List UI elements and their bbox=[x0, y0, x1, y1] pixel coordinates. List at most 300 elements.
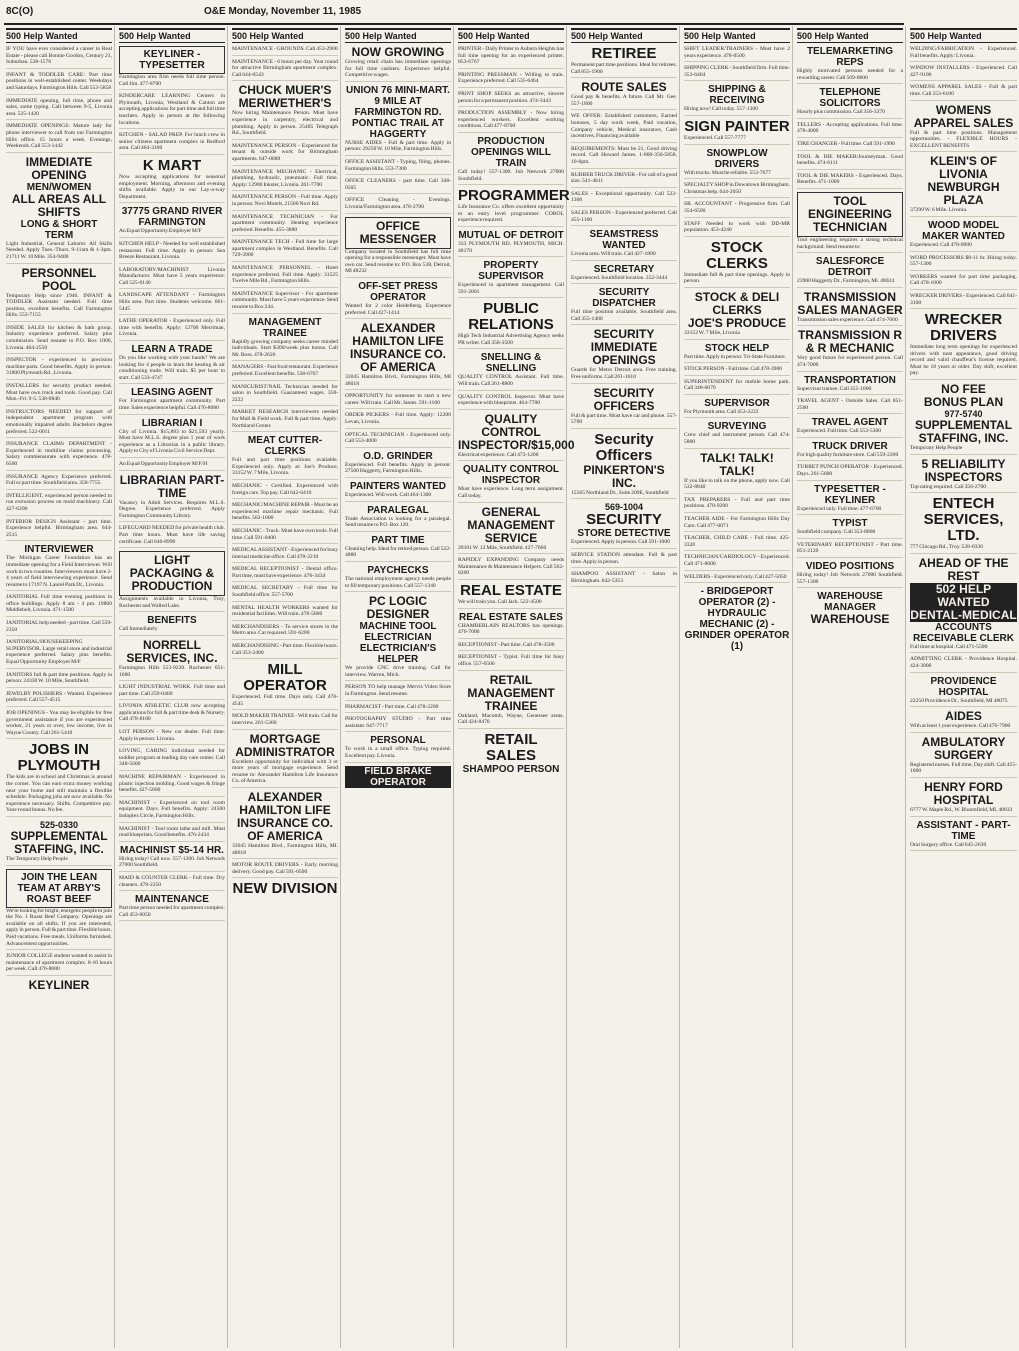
ad-headline: STORE DETECTIVE bbox=[577, 528, 671, 540]
ad-headline: HENRY FORD HOSPITAL bbox=[924, 780, 1003, 807]
ad-body-text: Oral Surgery office. Call 645-2630 bbox=[910, 842, 1017, 852]
ad-body-text: Now hiring Maintenance Person. Must have experience in carpentry, electrical and plumbing. Apply in person. 25485 Telegraph Rd., Southfield. bbox=[232, 110, 338, 139]
ad-headline: LIBRARIAN I bbox=[141, 417, 203, 429]
ad-body-text: Guards for Metro Detroit area. Free training. Free uniforms. Call 261-1610 bbox=[571, 367, 677, 383]
ad-body-text: MANICURIST/NAIL Technician needed for salon in Southfield. Guaranteed wages. 358-2222 bbox=[232, 384, 338, 407]
ad-body-text: Light Industrial, General Laborer. All Skills Needed. Apply Tues.-Thurs. 9-11am & 1-3pm. 21711 W. 10 Mile. 354-9400 bbox=[6, 241, 112, 264]
section-heading: 500 Help Wanted bbox=[458, 28, 564, 43]
ad-body-text: 23900 Haggerty Dr., Farmington, Mi. 48024 bbox=[797, 278, 903, 288]
ad-headline: WAREHOUSE MANAGER bbox=[817, 591, 883, 614]
ad-body-text: For high quality furniture store. Call 559-2200 bbox=[797, 452, 903, 462]
ad-body-text: MERCHANDISING - Part time. Flexible hours. Call 353-2400 bbox=[232, 643, 338, 659]
ad-headline: SUPPLEMENTAL STAFFING, INC. bbox=[10, 828, 108, 856]
ad-headline: PROVIDENCE HOSPITAL bbox=[930, 675, 997, 698]
ad-headline: OFFICE MESSENGER bbox=[345, 217, 451, 249]
ad-body-text: Full time at hospital. Call 471-5500 bbox=[910, 644, 1017, 654]
ad-headline: ALEXANDER HAMILTON LIFE INSURANCE CO. OF AMERICA bbox=[349, 321, 446, 375]
ad-body-text: 33152 W. 7 Mile, Livonia bbox=[684, 330, 790, 340]
ad-headline: SECURITY IMMEDIATE OPENINGS bbox=[590, 327, 658, 368]
ad-headline: REAL ESTATE bbox=[460, 582, 562, 599]
ad-headline: KEYLINER bbox=[28, 977, 90, 992]
ad-headline: PART TIME bbox=[371, 534, 425, 546]
ad-headline: MANAGEMENT TRAINEE bbox=[248, 316, 322, 339]
ad-headline: 569-1004 bbox=[604, 502, 644, 513]
ad-body-text: MEDICAL RECEPTIONIST - Dental office. Part time, must have experience. 476-3434 bbox=[232, 566, 338, 582]
ad-headline: STOCK & DELI CLERKS bbox=[694, 289, 780, 317]
ad-headline: LONG & SHORT TERM bbox=[20, 218, 98, 241]
ad-body-text: RECEPTIONIST - Typist. Full time for busy office. 557-6500 bbox=[458, 654, 564, 670]
ad-body-text: MAINTENANCE PERSON - Full time. Apply in person: Novi Motels, 21500 Novi Rd. bbox=[232, 194, 338, 210]
ad-body-text: To work in a small office. Typing required. Excellent pay. Livonia. bbox=[345, 746, 451, 762]
ad-headline: PINKERTON'S INC. bbox=[583, 462, 665, 490]
ad-body-text: Now accepting applications for seasonal employment. Morning, afternoon and evening shifts available. Apply in our Lay-a-way Department. bbox=[119, 174, 225, 203]
ad-headline: Security Officers bbox=[594, 430, 654, 464]
ad-headline: 5 RELIABILITY INSPECTORS bbox=[921, 456, 1006, 484]
ad-body-text: KITCHEN - SALAD PREP. For lunch crew in senior citizens apartment complex in Redford area. Call 464-3100 bbox=[119, 132, 225, 155]
ad-body-text: IMMEDIATE OPENINGS: Mature lady for phone interviewer to call from our Farmington Hills office. 15 hours a week. Evenings, Weekends. Call 553-1442 bbox=[6, 123, 112, 152]
ad-body-text: Part time. Apply in person: Tri-State Furniture. bbox=[684, 354, 790, 364]
ad-body-text: Assignments available in Livonia, Troy, Rochester and Walled Lake. bbox=[119, 596, 225, 612]
ad-headline: LIBRARIAN PART-TIME bbox=[119, 472, 225, 500]
ad-body-text: STAFF Needed to work with DD-MR population. 453-4240 bbox=[684, 221, 790, 237]
ad-body-text: RAPIDLY EXPANDING Company needs Maintenance & Maintenance Helpers. Call 562-8200 bbox=[458, 557, 564, 580]
ad-body-text: An Equal Opportunity Employer M/F bbox=[119, 228, 225, 238]
ad-body-text: With trucks. Must be reliable. 553-7677 bbox=[684, 170, 790, 180]
ad-headline: WRECKER DRIVERS bbox=[924, 311, 1003, 345]
ad-body-text: MAINTENANCE TECHNICIAN - For apartment community. Heating experience preferred. Benefits. 455-3880 bbox=[232, 214, 338, 237]
ad-headline: ALEXANDER HAMILTON LIFE INSURANCE CO. OF AMERICA bbox=[236, 789, 333, 843]
ad-body-text: Electrical experience. Call 473-1200 bbox=[458, 452, 564, 462]
ad-body-text: An Equal Opportunity Employer M/F/H bbox=[119, 461, 225, 471]
ad-body-text: MAID & COUNTER CLERK - Full time. Dry cleaners. 478-2350 bbox=[119, 875, 225, 891]
ad-body-text: JANITORS full & part time positions. Apply in person: 24330 W. 10 Mile, Southfield. bbox=[6, 672, 112, 688]
ad-body-text: Oakland, Macomb, Wayne, Genessee areas. Call 424-8470 bbox=[458, 713, 564, 729]
ad-headline: MORTGAGE ADMINISTRATOR bbox=[235, 731, 335, 759]
ad-headline: PUBLIC RELATIONS bbox=[468, 300, 554, 334]
ad-body-text: Experienced. Full time. Days only. Call 476-4545 bbox=[232, 694, 338, 710]
ad-body-text: SERVICE STATION attendant. Full & part time. Apply in person. bbox=[571, 552, 677, 568]
ad-body-text: TOOL & DIE MAKER/Journeyman. Good benefits. 474-6111 bbox=[797, 154, 903, 170]
ad-headline: SEAMSTRESS WANTED bbox=[589, 229, 659, 252]
ad-headline: 977-5740 bbox=[944, 409, 983, 420]
ad-headline: VIDEO POSITIONS bbox=[805, 561, 895, 573]
ad-headline: TELEMARKETING REPS bbox=[806, 46, 894, 68]
ad-body-text: Experienced. Will work. Call 464-1300 bbox=[345, 492, 451, 502]
ad-headline: STOCK CLERKS bbox=[706, 238, 768, 272]
ad-body-text: JOB OPENINGS - You may be eligible for free government assistance if you are experienced worker, 21 years or over, low income, live in Wayne County. Call 261-5410 bbox=[6, 710, 112, 739]
ad-body-text: Life Insurance Co. offers excellent opportunity to an entry level programmer. COBOL experience required. bbox=[458, 204, 564, 227]
ad-headline: QUALITY CONTROL INSPECTOR/$15,000 bbox=[458, 411, 575, 452]
ad-headline: PERSONNEL POOL bbox=[21, 265, 97, 293]
ad-headline: KEYLINER - TYPESETTER bbox=[119, 46, 225, 74]
ad-body-text: RECEPTIONIST - Part time. Call 478-3500 bbox=[458, 642, 564, 652]
ad-body-text: Permanent part time positions. Ideal for retirees. Call 855-1900 bbox=[571, 62, 677, 78]
ad-headline: RETAIL SALES bbox=[484, 730, 538, 764]
ad-body-text: SHIPPING CLERK - Southfield firm. Full time. 353-6464 bbox=[684, 65, 790, 81]
section-heading: 500 Help Wanted bbox=[797, 28, 903, 43]
ad-body-text: 33045 Hamilton Blvd., Farmington Hills, MI. 48018 bbox=[232, 843, 338, 859]
ad-body-text: LIFEGUARD NEEDED for private health club. Part time hours. Must have life saving certificate. Call 646-8990 bbox=[119, 525, 225, 548]
ad-body-text: Call today! 557-1300. Job Network 27000 Southfield. bbox=[458, 169, 564, 185]
ad-body-text: Part time person needed for apartment complex. Call 453-6050 bbox=[119, 905, 225, 921]
ad-body-text: For Plymouth area. Call 453-2222 bbox=[684, 409, 790, 419]
ad-body-text: Highly motivated persons needed for a rewarding career. Call 569-0600 bbox=[797, 68, 903, 84]
ad-body-text: If you like to talk on the phone, apply now. Call 532-8840 bbox=[684, 478, 790, 494]
ad-body-text: For Farmington apartment community. Part time. Sales experience helpful. Call 476-8080 bbox=[119, 398, 225, 414]
ad-headline: UNION 76 MINI-MART. 9 MILE AT FARMINGTON RD. bbox=[346, 84, 450, 118]
ad-body-text: LIVONIA ATHLETIC CLUB now accepting applications for full & part time desk & Nursery. Call 478-8100 bbox=[119, 703, 225, 726]
ad-body-text: LABORATORY/MACHINIST Livonia Manufacturer. Must have 5 years experience. Call 525-0140 bbox=[119, 267, 225, 290]
ad-headline: AIDES bbox=[945, 709, 982, 724]
ad-body-text: LANDSCAPE ATTENDANT - Farmington Hills area. Part time. Students welcome. 661-5445 bbox=[119, 292, 225, 315]
classified-column-8 bbox=[795, 26, 906, 1348]
ad-body-text: KITCHEN HELP - Needed for well established restaurant. Full time. Apply in person: Sea Breeze Restaurant, Livonia. bbox=[119, 241, 225, 264]
ad-headline: IMMEDIATE OPENING bbox=[25, 154, 93, 182]
classified-column-9 bbox=[908, 26, 1019, 1348]
ad-body-text: WELDERS - Experienced only. Call 427-5050 bbox=[684, 574, 790, 584]
ad-body-text: MENTAL HEALTH WORKERS wanted for residential facilities. Will train. 478-5600 bbox=[232, 605, 338, 621]
ad-headline: TOOL ENGINEERING TECHNICIAN bbox=[797, 192, 903, 237]
ad-headline: WOMENS APPAREL SALES bbox=[913, 102, 1014, 130]
ad-body-text: VETERINARY RECEPTIONIST - Part time. 851-2120 bbox=[797, 542, 903, 558]
ad-body-text: QUALITY CONTROL Inspector. Must have experience with blueprints. 464-7700 bbox=[458, 394, 564, 410]
ad-body-text: With at least 1 year experience. Call 476-7900 bbox=[910, 723, 1017, 733]
ad-headline: NORRELL SERVICES, INC. bbox=[126, 637, 218, 665]
ad-body-text: JANITORIAL help needed - part time. Call 559-2350 bbox=[6, 620, 112, 636]
classified-columns bbox=[4, 26, 1017, 1348]
ad-headline: RETAIL MANAGEMENT TRAINEE bbox=[467, 672, 555, 713]
classified-column-6 bbox=[569, 26, 680, 1348]
ad-body-text: MECHANIC - Truck. Must have own tools. Full time. Call 591-0400 bbox=[232, 528, 338, 544]
ad-headline: TELEPHONE SOLICITORS bbox=[819, 87, 881, 110]
ad-body-text: Southfield company. Call 353-8800 bbox=[797, 529, 903, 539]
ad-headline: SUPPLEMENTAL STAFFING, INC. bbox=[914, 418, 1013, 446]
ad-body-text: TEACHER, CHILD CARE - Full time. 425-3320 bbox=[684, 535, 790, 551]
classified-column-5 bbox=[456, 26, 575, 1348]
ad-body-text: Excellent opportunity for individual with 3 or more years of mortgage experience. Send resume to: Alexander Hamilton Life Insurance Co. of America. bbox=[232, 759, 338, 788]
ad-body-text: TECHNICIAN/CARDIOLOGY - Experienced. Call 471-8000 bbox=[684, 554, 790, 570]
ad-body-text: WORD PROCESSORS $8-11 hr. Hiring today. 557-1300 bbox=[910, 255, 1017, 271]
ad-body-text: Temporary Help People bbox=[910, 445, 1017, 455]
ad-body-text: Vacancy in Adult Services. Requires M.L.S. Degree. Experience preferred. Apply Farmington Community Library. bbox=[119, 500, 225, 523]
ad-headline: PC LOGIC DESIGNER bbox=[366, 594, 430, 622]
ad-body-text: Registered nurses. Full time, Day shift. Call 455-1000 bbox=[910, 762, 1017, 778]
ad-headline: BONUS PLAN bbox=[923, 395, 1004, 410]
classified-column-1 bbox=[4, 26, 115, 1348]
ad-body-text: Hiring now! Call today. 557-1300 bbox=[684, 106, 790, 116]
ad-headline: SNOWPLOW DRIVERS bbox=[706, 147, 768, 170]
ad-body-text: Rapidly growing company seeks career minded individuals. Start $300/week plus bonus. Call Mr. Ross. 478-2626 bbox=[232, 339, 338, 362]
ad-headline: PRODUCTION OPENINGS WILL TRAIN bbox=[471, 135, 551, 169]
ad-body-text: 22250 Providence Dr., Southfield, MI 48075 bbox=[910, 698, 1017, 708]
ad-body-text: WE OFFER: Established customers, Earned bonuses, 5 day work week, Paid vacation, Company vehicle, Medical insurance, Cash incentives, Financing available bbox=[571, 113, 677, 142]
ad-body-text: INSURANCE Agency Experience preferred. Full or part time. Southfield area. 358-7755 bbox=[6, 474, 112, 490]
ad-headline: WOOD MODEL MAKER WANTED bbox=[922, 219, 1005, 242]
ad-body-text: OFFICE CLEANERS - part time. Call 348-0505 bbox=[345, 178, 451, 194]
ad-body-text: Crew chief and instrument person. Call 474-5800 bbox=[684, 432, 790, 448]
ad-body-text: MOLD MAKER TRAINEE - Will train. Call for interview. 261-5300 bbox=[232, 713, 338, 729]
ad-headline: SECRETARY bbox=[593, 263, 655, 275]
ad-headline: SALESFORCE DETROIT bbox=[815, 256, 885, 279]
ad-body-text: ORDER PICKERS - Full time. Apply: 12200 Levan, Livonia. bbox=[345, 412, 451, 428]
ad-body-text: Immediate full & part time openings. Apply in person. bbox=[684, 272, 790, 288]
ad-body-text: Very good future for experienced person. Call 474-7000 bbox=[797, 355, 903, 371]
ad-body-text: SR. ACCOUNTANT - Progressive firm. Call 354-6500 bbox=[684, 201, 790, 217]
ad-headline: ROUTE SALES bbox=[581, 80, 667, 95]
ad-headline: KLEIN'S OF LIVONIA NEWBURGH PLAZA bbox=[927, 154, 1000, 208]
ad-body-text: INSURANCE CLAIMS DEPARTMENT - Experienced in multiline claims processing. Salary commensurate with experience. 478-6500 bbox=[6, 441, 112, 470]
ad-headline: SIGN PAINTER bbox=[684, 117, 790, 135]
ad-body-text: RUBBER TRUCK DRIVER - For call of a good size. 541-4811 bbox=[571, 172, 677, 188]
ad-body-text: We provide CNC drive training. Call for interview. Warren, Mich. bbox=[345, 665, 451, 681]
ad-body-text: Hourly plus commission. Call 356-3370 bbox=[797, 109, 903, 119]
ad-headline: SNELLING & SNELLING bbox=[480, 352, 542, 375]
ad-body-text: OPPORTUNITY for someone to start a new career. Will train. Call Mr. James. 591-1100 bbox=[345, 393, 451, 409]
ad-body-text: SALES PERSON - Experienced preferred. Call 455-1100 bbox=[571, 210, 677, 226]
ad-body-text: The kids are in school and Christmas is around the corner. You can earn extra money working near your home and still maintain a flexible schedule. Packaging jobs are now available. No experience necessary. Shifts. Competitive pay. Year-round bonus. No fee. bbox=[6, 774, 112, 817]
ad-body-text: OFFICE Cleaning - Evenings. Livonia/Farmington area. 478-2700 bbox=[345, 197, 451, 213]
ad-body-text: INSTALLERS for security product needed. Must have own truck and tools. Good pay. Call Mon.-Fri. 9-5. 538-0840 bbox=[6, 383, 112, 406]
ad-headline: PONTIAC TRAIL AT HAGGERTY bbox=[351, 117, 445, 140]
ad-headline: NO FEE bbox=[941, 382, 986, 397]
ad-body-text: Experienced. Call 557-7777 bbox=[684, 135, 790, 145]
ad-body-text: Wanted for 2 color Heidelberg. Experience preferred. Call 427-1414 bbox=[345, 303, 451, 319]
ad-body-text: LOVING, CARING individual needed for toddler program at leading day care center. Call 348-5600 bbox=[119, 748, 225, 771]
ad-headline: MEN/WOMEN bbox=[26, 181, 92, 193]
ad-body-text: PRINTING PRESSMAN - Willing to train. Experience preferred. Call 535-6464 bbox=[458, 72, 564, 88]
ad-body-text: SPECIALTY SHOP in Downtown Birmingham. Christmas help. 644-2050 bbox=[684, 182, 790, 198]
ad-body-text: KINDERCARE LEARNING Centers in Plymouth, Livonia, Westland & Canton are accepting applications for part time and full time teachers. Apply in person at the following locations. bbox=[119, 93, 225, 129]
ad-body-text: Do you like working with your hands? We are looking for 4 people to learn the heating & air conditioning trade. Will train. $5 per hour to start. Call 533-4747 bbox=[119, 355, 225, 384]
ad-body-text: MAINTENANCE PERSON - Experienced for tenant & outside work for Birmingham apartments. 647-0688 bbox=[232, 143, 338, 166]
ad-body-text: Immediate long term openings for experienced drivers with neat appearance, good driving record and valid chauffeur's license required. Must be 18 years or older. Day shift, excellent pay. bbox=[910, 344, 1017, 380]
ad-headline: JOBS IN PLYMOUTH bbox=[17, 741, 101, 775]
ad-body-text: Tool engineering requires a strong technical background. Send resume to: bbox=[797, 237, 903, 253]
ad-headline: 37775 GRAND RIVER FARMINGTON bbox=[121, 206, 223, 229]
classified-column-7 bbox=[682, 26, 793, 1348]
ad-headline: NOW GROWING bbox=[351, 45, 445, 59]
ad-headline: PERSONAL bbox=[370, 735, 426, 747]
ad-body-text: 15565 Northland Dr., Suite 209E, Southfield bbox=[571, 490, 677, 500]
ad-body-text: 33045 Hamilton Blvd., Farmington Hills, MI 48018 bbox=[345, 374, 451, 390]
ad-body-text: 6777 W. Maple Rd., W. Bloomfield, MI. 48033 bbox=[910, 807, 1017, 817]
page-number: 8C(O) bbox=[6, 6, 34, 17]
ad-body-text: Full & part time. Must have car and phone. 557-5700 bbox=[571, 413, 677, 429]
classified-column-4 bbox=[343, 26, 454, 1348]
ad-body-text: MAINTENANCE - 6 hours per day. Year round for attractive Birmingham apartment complex. Call 644-6543 bbox=[232, 59, 338, 82]
ad-body-text: MACHINE REPAIRMAN - Experienced in plastic injection molding. Good wages & fringe benefits. 427-5600 bbox=[119, 774, 225, 797]
section-heading: 500 Help Wanted bbox=[910, 28, 1017, 43]
ad-body-text: TIRE CHANGER - Full time. Call 591-1990 bbox=[797, 141, 903, 151]
section-heading: 500 Help Wanted bbox=[6, 28, 112, 43]
ad-headline: SHAMPOO PERSON bbox=[462, 763, 560, 775]
ad-body-text: Hiring today! Call now. 557-1300. Job Network 27000 Southfield. bbox=[119, 856, 225, 872]
ad-headline: ASSISTANT - PART-TIME bbox=[916, 819, 1011, 842]
ad-headline: TALK! TALK! TALK! bbox=[700, 450, 774, 478]
ad-body-text: Experienced only. Full time. 477-6700 bbox=[797, 506, 903, 516]
ad-body-text: Farmington area firm needs full time person. Call Jim. 477-8700 bbox=[119, 74, 225, 90]
section-heading: 500 Help Wanted bbox=[119, 28, 225, 43]
ad-headline: ACCOUNTS RECEIVABLE CLERK bbox=[913, 621, 1014, 644]
ad-body-text: PERSON TO help manage Mervis Video Store in Farmington. Send resume. bbox=[345, 684, 451, 700]
ad-body-text: WOMENS APPAREL SALES - Full & part time. Call 553-6100 bbox=[910, 84, 1017, 100]
ad-body-text: TRAVEL AGENT - Outside Sales. Call 851-2500 bbox=[797, 398, 903, 414]
ad-headline: AHEAD OF THE REST bbox=[918, 555, 1009, 583]
ad-body-text: Experienced. Full benefits. Apply in person: 27500 Haggerty, Farmington Hills. bbox=[345, 462, 451, 478]
ad-body-text: We're looking for bright, energetic people to join the No. 1 Roast Beef Company. Openings are available on all shifts. If you are interested, apply in person. Full & part time. Flexible hours. Paid vacations. Free meals. Uniforms furnished. Advancement opportunities. bbox=[6, 908, 112, 951]
ad-headline: O.D. GRINDER bbox=[363, 450, 433, 462]
ad-body-text: STOCK PERSON - Full time. Call 478-3900 bbox=[684, 366, 790, 376]
ad-body-text: IF YOU have ever considered a career in Real Estate - please call Bonnie Gordon, Century 21, Suburban. 538-1576 bbox=[6, 46, 112, 69]
classified-column-2 bbox=[117, 26, 228, 1348]
ad-headline: PAINTERS WANTED bbox=[350, 481, 446, 493]
ad-body-text: WRECKER DRIVERS - Experienced. Call 641-3100 bbox=[910, 293, 1017, 309]
section-heading: 500 Help Wanted bbox=[571, 28, 677, 43]
ad-headline: TYPIST bbox=[832, 518, 868, 530]
ad-headline: STOCK HELP bbox=[704, 342, 770, 354]
ad-body-text: JEWELRY POLISHERS - Wanted. Experience preferred. Call 557-4515 bbox=[6, 691, 112, 707]
ad-headline: MEAT CUTTER-CLERKS bbox=[247, 435, 323, 458]
ad-headline: ENTECH SERVICES, LTD. bbox=[923, 495, 1004, 545]
ad-body-text: 20101 W. 12 Mile, Southfield. 427-7660 bbox=[458, 545, 564, 555]
ad-body-text: OFFICE ASSISTANT - Typing, filing, phones. Farmington Hills. 553-7300 bbox=[345, 159, 451, 175]
ad-headline: MILL OPERATOR bbox=[243, 661, 327, 695]
ad-headline: TRUCK DRIVER bbox=[812, 440, 888, 452]
ad-headline: SUPERVISOR bbox=[704, 397, 770, 409]
ad-headline: LEARN A TRADE bbox=[131, 344, 213, 356]
ad-headline: SECURITY bbox=[586, 511, 662, 529]
ad-body-text: MAINTENANCE Supervisor - For apartment community. Must have 5 years experience. Send resume to Box 244. bbox=[232, 291, 338, 314]
ad-body-text: MANAGERS - Fast food restaurant. Experience preferred. Excellent benefits. 538-6767 bbox=[232, 364, 338, 380]
ad-body-text: WELDING/FABRICATION - Experienced. Full benefits. Apply: Livonia. bbox=[910, 46, 1017, 62]
ad-body-text: INTELLIGENT, experienced person needed to run extrusion process on mold machinery. Call 427-6200 bbox=[6, 493, 112, 516]
ad-body-text: Experienced. Call 478-0900 bbox=[910, 242, 1017, 252]
ad-body-text: Growing retail chain has immediate openings for full time cashiers. Experience helpful. Competitive wages. bbox=[345, 59, 451, 82]
ad-body-text: MEDICAL ASSISTANT - Experienced for busy internal medicine office. Call 478-2210 bbox=[232, 547, 338, 563]
ad-headline: OFF-SET PRESS OPERATOR bbox=[358, 280, 438, 303]
ad-body-text: Experienced in apartment management. Call 591-2001 bbox=[458, 282, 564, 298]
ad-body-text: JANITORIAL/HOUSEKEEPING SUPERVISOR. Large retail store and industrial experience preferred. Salary plus benefits. Equal Opportunity Employer M/F bbox=[6, 639, 112, 668]
ad-body-text: Experienced. Southfield location. 352-3444 bbox=[571, 275, 677, 285]
ad-headline: JOE'S PRODUCE bbox=[687, 315, 787, 330]
ad-headline: GENERAL MANAGEMENT SERVICE bbox=[467, 504, 555, 545]
ad-body-text: City of Livonia. $15,883 to $21,593 yearly. Must have M.L.S. degree plus 1 year of work experience as a Librarian in a public library. Apply to City of Livonia Civil Service Dept. bbox=[119, 429, 225, 458]
ad-body-text: INSIDE SALES for kitchen & bath group. Industry experience preferred. Salary plus commission. Send resume to P.O. Box 1006, Livonia. 464-2550 bbox=[6, 325, 112, 354]
ad-body-text: INSPECTOR - experienced in precision machine parts. Good benefits. Apply in person: 31800 Plymouth Rd., Livonia. bbox=[6, 357, 112, 380]
ad-headline: - BRIDGEPORT OPERATOR (2) - HYDRAULIC MECHANIC (2) - GRINDER OPERATOR (1) bbox=[684, 586, 790, 653]
ad-body-text: TELLERS - Accepting applications. Full time. 478-4000 bbox=[797, 122, 903, 138]
ad-body-text: TEACHER AIDE - For Farmington Hills Day Care. Call 477-0071 bbox=[684, 516, 790, 532]
ad-body-text: The Michigan Career Foundation has an immediate opening for a Field Interviewer. Will work in two counties. Interviewers must have 2-4 years of field interviewing experience. Send resume to 17197 N. Laurel Park Dr., Livonia. bbox=[6, 555, 112, 591]
ad-headline: TYPESETTER - KEYLINER bbox=[814, 483, 886, 506]
ad-body-text: PHARMACIST - Part time. Call 478-2200 bbox=[345, 704, 451, 714]
ad-headline: MACHINE TOOL ELECTRICIAN ELECTRICIAN'S HELPER bbox=[359, 621, 437, 666]
ad-body-text: MOTOR ROUTE DRIVERS - Early morning delivery. Good pay. Call 591-0500 bbox=[232, 862, 338, 878]
ad-headline: 525-0330 bbox=[39, 819, 79, 830]
section-heading: 500 Help Wanted bbox=[232, 28, 338, 43]
ad-headline: JOIN THE LEAN TEAM AT ARBY'S ROAST BEEF bbox=[6, 869, 112, 908]
ad-body-text: MECHANIC - Certified. Experienced with foreign cars. Top pay. Call 642-6410 bbox=[232, 483, 338, 499]
ad-headline: PARALEGAL bbox=[367, 504, 429, 516]
ad-body-text: MAINTENANCE PERSONNEL - Hotel experience preferred. Full time. Apply: 31525 Twelve Mile Rd., Farmington Hills. bbox=[232, 265, 338, 288]
ad-body-text: MAINTENANCE - GROUNDS. Call 453-2900 bbox=[232, 46, 338, 56]
ad-body-text: SUPERINTENDENT for mobile home park. Call 348-6070 bbox=[684, 379, 790, 395]
ad-body-text: Supervisor trainee. Call 355-1000 bbox=[797, 386, 903, 396]
ad-body-text: PRINT SHOP SEEKS an attractive, sincere person for a permanent position. 474-3443 bbox=[458, 91, 564, 107]
ad-body-text: Transmission sales experience. Call 474-7000 bbox=[797, 317, 903, 327]
section-heading: 500 Help Wanted bbox=[684, 28, 790, 43]
ad-body-text: High Tech Industrial Advertising Agency seeks PR writer. Call 358-3500 bbox=[458, 333, 564, 349]
ad-body-text: Must have experience. Long term assignment. Call today. bbox=[458, 486, 564, 502]
ad-headline: SURVEYING bbox=[707, 421, 767, 433]
ad-body-text: Experienced. Full time. Call 553-5300 bbox=[797, 428, 903, 438]
ad-body-text: OPTICAL TECHNICIAN - Experienced only. Call 553-4000 bbox=[345, 432, 451, 448]
ad-body-text: SHIFT LEADER/TRAINERS - Must have 2 years experience. 478-0500 bbox=[684, 46, 790, 62]
ad-body-text: MAINTENANCE TECH - Full time for large apartment complex in Westland. Benefits. Call 729-3900 bbox=[232, 239, 338, 262]
ad-body-text: We will train you. Call Jack. 522-4500 bbox=[458, 599, 564, 609]
ad-body-text: MEDICAL SECRETARY - Full time for Southfield office. 557-5700 bbox=[232, 585, 338, 601]
ad-body-text: Top rating required. Call 356-2700 bbox=[910, 484, 1017, 494]
ad-body-text: NURSE AIDES - Full & part time. Apply in person: 29250 W. 10 Mile, Farmington Hills. bbox=[345, 140, 451, 156]
ad-headline: PAYCHECKS bbox=[367, 565, 429, 576]
ad-headline: LIGHT PACKAGING & PRODUCTION bbox=[119, 551, 225, 596]
ad-body-text: The Temporary Help People bbox=[6, 856, 112, 866]
ad-headline: AMBULATORY SURGERY bbox=[921, 734, 1006, 762]
ad-headline: CHUCK MUER'S MERIWETHER'S bbox=[238, 83, 332, 111]
ad-body-text: MAINTENANCE MECHANIC - Electrical, plumbing, hydraulic, pneumatic. Full time. Apply: 12900 Inkster, Livonia. 261-7700 bbox=[232, 169, 338, 192]
ad-body-text: The national employment agency needs people to fill temporary positions. Call 557-1340 bbox=[345, 576, 451, 592]
ad-body-text: Good pay & benefits. A future. Call Mr. Gee. 557-1800 bbox=[571, 94, 677, 110]
ad-body-text: 37290 W. 6 Mile. Livonia. bbox=[910, 207, 1017, 217]
ad-headline: NEW DIVISION bbox=[232, 880, 338, 898]
ad-body-text: MARKET RESEARCH interviewers needed for Mall & Field work. Full & part time. Apply: Northland Center. bbox=[232, 409, 338, 432]
ad-headline: SECURITY DISPATCHER bbox=[592, 287, 656, 310]
section-heading: 500 Help Wanted bbox=[345, 28, 451, 43]
ad-body-text: MECHANIC/MACHINE REPAIR - Must be an experienced machine repair mechanic. Full benefits. 562-1000 bbox=[232, 502, 338, 525]
ad-headline: MUTUAL OF DETROIT bbox=[458, 229, 564, 241]
ad-body-text: LOT PERSON - New car dealer. Full time. Apply in person: Livonia. bbox=[119, 729, 225, 745]
ad-body-text: TOOL & DIE MAKERS - Experienced. Days. Benefits. 471-1000 bbox=[797, 173, 903, 189]
ad-headline: INTERVIEWER bbox=[24, 544, 94, 556]
ad-headline: TRANSPORTATION bbox=[804, 374, 896, 386]
ad-body-text: MACHINIST - Experienced on tool room equipment. Days. Full benefits. Apply: 24500 Indoplex Circle, Farmington Hills. bbox=[119, 800, 225, 823]
ad-body-text: TAX PREPARERS - Full and part time positions. 478-9200 bbox=[684, 497, 790, 513]
ad-body-text: Full time position available. Southfield area. Call 355-1400 bbox=[571, 309, 677, 325]
ad-body-text: TURRET PUNCH OPERATOR - Experienced. Days. 261-5600 bbox=[797, 464, 903, 480]
ad-body-text: Full & part time positions. Management opportunities. - FLEXIBLE HOURS - EXCELLENT BENEFITS bbox=[910, 130, 1017, 153]
ad-body-text: Hiring today! Job Network 27000 Southfield. 557-1300 bbox=[797, 572, 903, 588]
ad-body-text: PRINTER - Daily Printer to Auburn Heights has full time opening for an experienced printer. 853-6767 bbox=[458, 46, 564, 69]
ad-body-text: Temporary Help since 1946. INFANT & TODDLER Assistant needed. Full time position, excellent benefits. Call Farmington Hills. 553-7155 bbox=[6, 293, 112, 322]
ad-body-text: Full and part time positions available. Experienced only. Apply at: Joe's Produce, 33152 W. 7 Mile, Livonia. bbox=[232, 457, 338, 480]
page-header bbox=[4, 3, 904, 25]
ad-body-text: SHAMPOO ASSISTANT - Salon in Birmingham. 642-5353 bbox=[571, 571, 677, 587]
ad-body-text: MERCHANDISERS - To service stores in the Metro area. Car required. 591-6200 bbox=[232, 624, 338, 640]
ad-body-text: REQUIREMENTS: Must be 21, Good driving record. Call Howard James. 1-800-356-5858, 10-6pm. bbox=[571, 146, 677, 169]
classified-column-3 bbox=[230, 26, 341, 1348]
ad-body-text: Livonia area. Will train. Call 427-1800 bbox=[571, 251, 677, 261]
ad-body-text: LATHE OPERATOR - Experienced only. Full time with benefits. Apply: 12700 Merriman, Livonia. bbox=[119, 318, 225, 341]
ad-headline: MAINTENANCE bbox=[135, 894, 209, 906]
ad-headline: TRAVEL AGENT bbox=[811, 417, 889, 429]
ad-body-text: 333 PLYMOUTH RD. PLYMOUTH, MICH. 48170 bbox=[458, 241, 564, 257]
ad-body-text: LIGHT INDUSTRIAL WORK. Full time and part time. Call 259-0400 bbox=[119, 684, 225, 700]
ad-headline: SECURITY OFFICERS bbox=[593, 385, 655, 413]
ad-headline: LEASING AGENT bbox=[131, 387, 213, 399]
ad-body-text: Trade Association is looking for a paralegal. Send resume to P.O. Box 120. bbox=[345, 516, 451, 532]
ad-body-text: INFANT & TODDLER CARE: Part time positions in well-established center. Weekdays and Saturdays. Farmington Hills. Call 553-5858 bbox=[6, 72, 112, 95]
ad-headline: K MART bbox=[142, 156, 202, 174]
